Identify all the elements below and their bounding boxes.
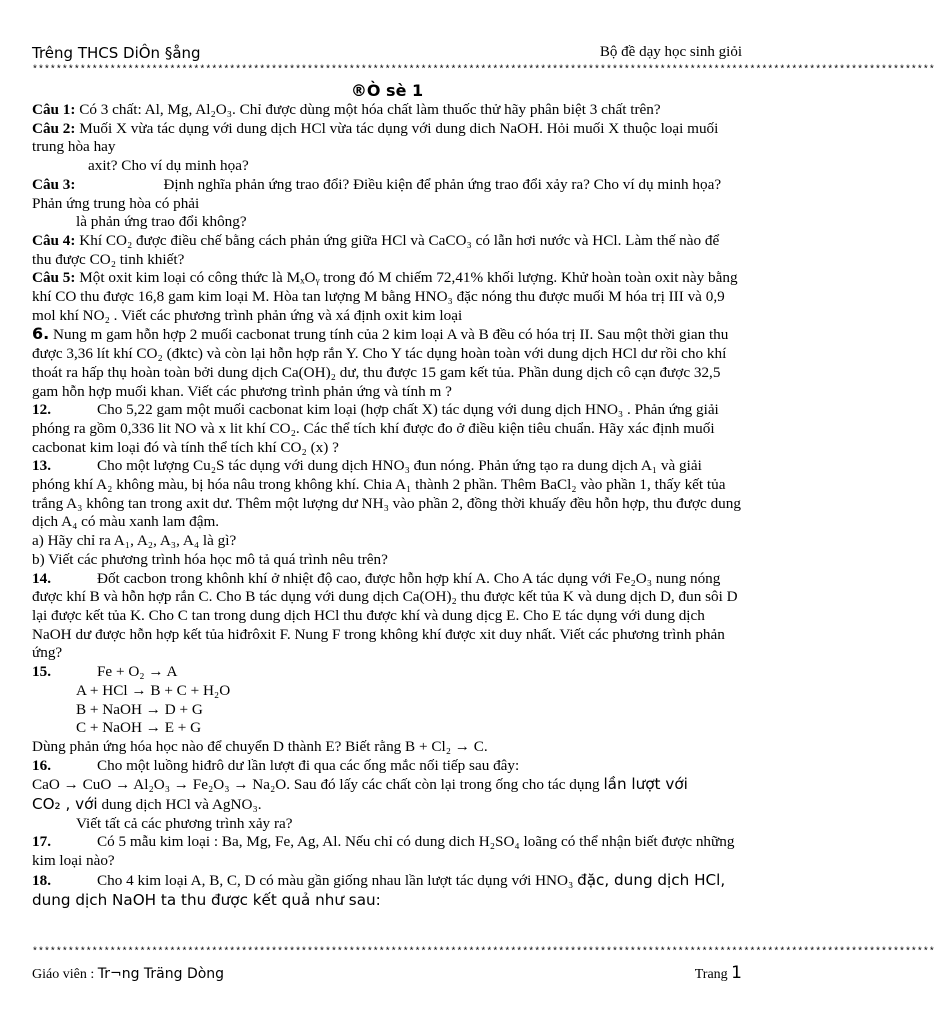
question-label: 13. xyxy=(32,457,51,475)
question-16-tail-c: dung dịch HCl và AgNO₃. xyxy=(101,796,262,814)
header-separator: ******************************************************************************************************************************************************* xyxy=(32,64,935,75)
page-footer xyxy=(32,963,742,986)
equation-1: Fe + O₂ → A xyxy=(96,663,178,681)
question-label: 6. xyxy=(32,324,50,344)
question-16-tail-a: lần lượt với xyxy=(603,775,688,794)
question-1 xyxy=(32,101,742,120)
question-3-continuation: là phản ứng trao đổi không? xyxy=(76,213,247,231)
question-18-tail: đặc, dung dịch HCl, dung dịch NaOH ta thu được kết quả như sau: xyxy=(32,870,726,909)
reaction-chain: CaO → CuO → Al₂O₃ → Fe₂O₃ → Na₂O. Sau đó lấy các chất còn lại trong ống cho tác dụng xyxy=(32,776,600,794)
question-label: Câu 4: xyxy=(32,231,76,249)
question-label: 14. xyxy=(32,569,51,587)
question-label: 18. xyxy=(32,871,51,889)
question-2 xyxy=(32,120,742,157)
question-list xyxy=(32,101,742,910)
question-13-part-b: b) Viết các phương trình hóa học mô tả quá trình nêu trên? xyxy=(32,550,388,568)
question-13 xyxy=(32,457,742,532)
question-13-part-a: a) Hãy chỉ ra A₁, A₂, A₃, A₄ là gì? xyxy=(32,532,237,550)
question-16-continuation: Viết tất cả các phương trình xảy ra? xyxy=(76,814,293,832)
page-number: 1 xyxy=(731,963,742,983)
question-text: Cho một lượng Cu₂S tác dụng với dung dịch HNO₃ đun nóng. Phản ứng tạo ra dung dịch A₁ và giải phóng khí A₂ không màu, bị hóa nâu trong không khí. Chia A₁ thành 2 phần. Thêm BaCl₂ vào phần 1, thấy kết tủa trắng A₃ không tan trong axit dư. Thêm một lượng dư NH₃ vào phần 2, đồng thời khuấy đều hỗn hợp, thu được dung dịch A₄ có màu xanh lam đậm. xyxy=(32,457,741,531)
question-text: Nung m gam hỗn hợp 2 muối cacbonat trung tính của 2 kim loại A và B đều có hóa trị II. Sau một thời gian thu được 3,36 lít khí CO₂ (đktc) và còn lại hỗn hợp rắn Y. Cho Y tác dụng hoàn toàn với dung dịch HCl dư rồi cho khí thoát ra hấp thụ hoàn toàn bởi dung dịch Ca(OH)₂ dư, thu được 15 gam kết tủa. Phần dung dịch cô cạn được 32,5 gam hỗn hợp muối khan. Viết các phương trình phản ứng và tính m ? xyxy=(32,326,729,400)
question-17 xyxy=(32,833,742,870)
question-text: Có 3 chất: Al, Mg, Al₂O₃. Chỉ được dùng một hóa chất làm thuốc thử hãy phân biệt 3 chất trên? xyxy=(79,101,661,118)
footer-separator: ******************************************************************************************************************************************************* xyxy=(32,946,935,957)
question-4 xyxy=(32,232,742,269)
question-12 xyxy=(32,401,742,457)
question-16-chain xyxy=(32,775,742,795)
question-text: Định nghĩa phản ứng trao đổi? Điều kiện để phản ứng trao đổi xảy ra? Cho ví dụ minh họa? Phản ứng trung hòa có phải xyxy=(32,175,722,212)
document-series-title: Bộ đề dạy học sinh giỏi xyxy=(599,44,742,60)
teacher-credit xyxy=(32,966,224,983)
equation-2: A + HCl → B + C + H₂O xyxy=(76,681,231,699)
question-label: Câu 2: xyxy=(32,119,76,137)
page-label: Trang xyxy=(694,967,728,982)
question-15-text: Dùng phản ứng hóa học nào để chuyển D thành E? Biết rằng B + Cl₂ → C. xyxy=(32,737,488,755)
question-text: Một oxit kim loại có công thức là MₓOᵧ trong đó M chiếm 72,41% khối lượng. Khử hoàn toàn oxit này bằng khí CO thu được 16,8 gam kim loại M. Hòa tan lượng M bằng HNO₃ đặc nóng thu được muối M hóa trị III và 0,9 mol khí NO₂ . Viết các phương trình phản ứng và xá định oxit kim loại xyxy=(32,269,738,324)
question-label: 16. xyxy=(32,756,51,774)
equation-3: B + NaOH → D + G xyxy=(76,700,203,718)
question-text: Cho một luồng hiđrô dư lần lượt đi qua các ống mắc nối tiếp sau đây: xyxy=(96,756,520,774)
question-15 xyxy=(32,663,742,682)
page-indicator xyxy=(695,963,742,983)
teacher-label: Giáo viên : xyxy=(32,967,95,982)
question-5 xyxy=(32,269,742,325)
question-label: 12. xyxy=(32,401,51,419)
question-3 xyxy=(32,176,742,213)
question-text: Cho 5,22 gam một muối cacbonat kim loại (hợp chất X) tác dụng với dung dịch HNO₃ . Phản ứng giải phóng ra gồm 0,336 lit NO và x lit khí CO₂. Các thể tích khí được đo ở điều kiện tiêu chuẩn. Hãy xác định muối cacbonat kim loại đó và tính thể tích khí CO₂ (x) ? xyxy=(32,401,719,456)
exam-title: ®Ò sè 1 xyxy=(350,81,424,100)
question-label: Câu 1: xyxy=(32,101,76,118)
question-text: Khí CO₂ được điều chế bằng cách phản ứng giữa HCl và CaCO₃ có lẫn hơi nước và HCl. Làm thế nào để thu được CO₂ tinh khiết? xyxy=(32,231,720,268)
question-18 xyxy=(32,871,742,910)
question-2-continuation: axit? Cho ví dụ minh họa? xyxy=(88,157,249,175)
question-text: Có 5 mẫu kim loại : Ba, Mg, Fe, Ag, Al. Nếu chỉ có dung dich H₂SO₄ loãng có thể nhận biết được những kim loại nào? xyxy=(32,833,735,870)
school-name: Trêng THCS DiÔn §ång xyxy=(32,44,201,62)
document-page xyxy=(32,0,935,1024)
question-16-tail-b: CO₂ , với xyxy=(32,795,98,814)
question-text: Cho 4 kim loại A, B, C, D có màu gần giống nhau lần lượt tác dụng với HNO₃ xyxy=(96,871,574,889)
question-label: Câu 5: xyxy=(32,269,76,287)
teacher-name: Tr¬ng Träng Dòng xyxy=(97,966,225,982)
page-header xyxy=(32,44,742,64)
question-text: Muối X vừa tác dụng với dung dịch HCl vừa tác dụng với dung dich NaOH. Hỏi muối X thuộc loại muối trung hòa hay xyxy=(32,119,719,156)
question-text: Đốt cacbon trong khônh khí ở nhiệt độ cao, được hỗn hợp khí A. Cho A tác dụng với Fe₂O₃ nung nóng được khí B và hỗn hợp rắn C. Cho B tác dụng với dung dịch Ca(OH)₂ thu được kết tủa K và dung dịch D, đun sôi D lại được kết tủa K. Cho C tan trong dung dịch HCl thu được khí và dung dịcg E. Cho E tác dụng với dung dịch NaOH dư được hỗn hợp kết tủa hiđrôxit F. Nung F trong không khí được xit duy nhất. Viết các phương trình phản ứng? xyxy=(32,569,738,662)
question-label: 17. xyxy=(32,833,51,851)
question-16 xyxy=(32,757,742,776)
question-label: Câu 3: xyxy=(32,175,76,193)
question-16-line-3 xyxy=(32,795,742,815)
equation-4: C + NaOH → E + G xyxy=(76,719,202,737)
question-6 xyxy=(32,325,742,401)
question-14 xyxy=(32,570,742,664)
question-label: 15. xyxy=(32,663,51,681)
